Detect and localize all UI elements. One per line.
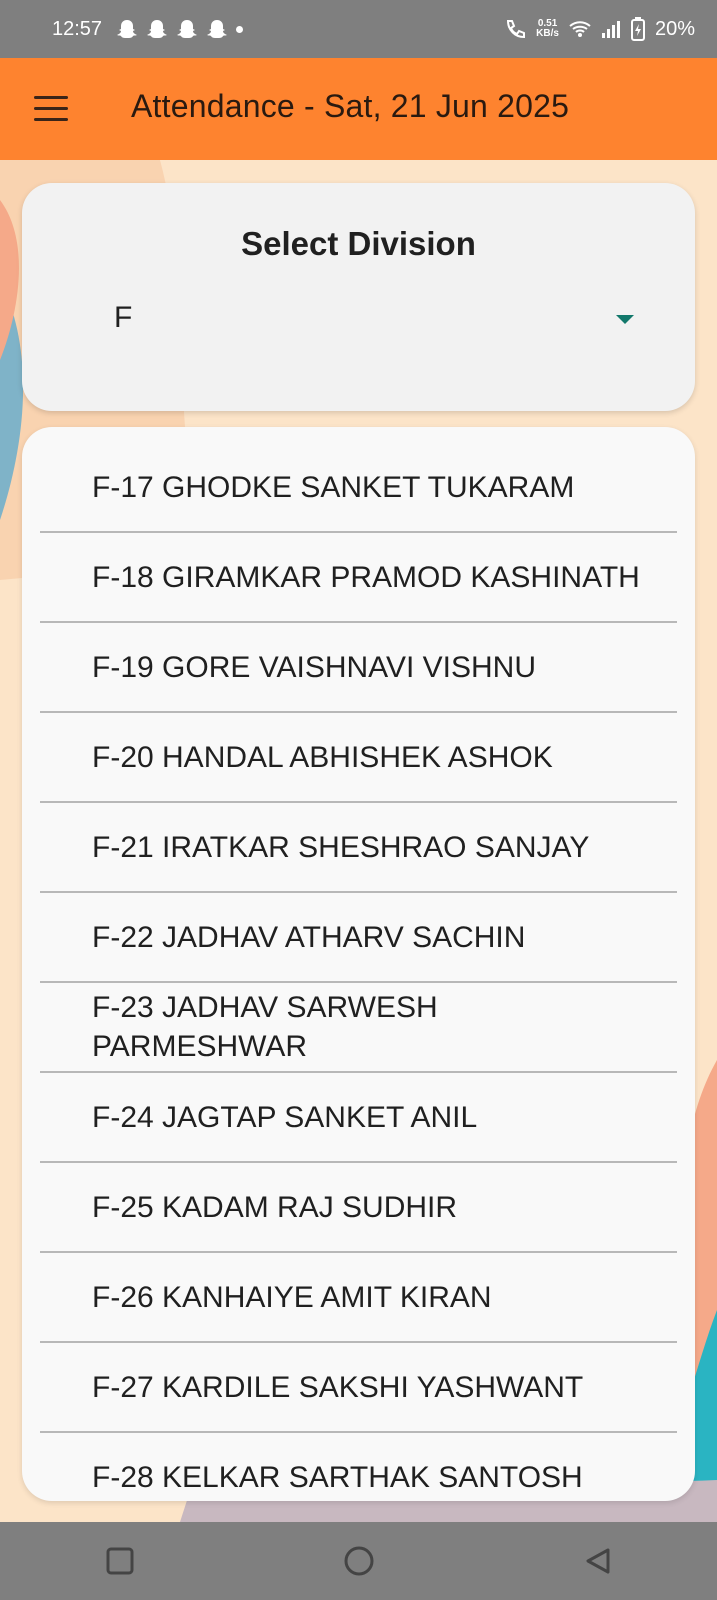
student-list-item[interactable]: F-20 HANDAL ABHISHEK ASHOK — [40, 713, 677, 803]
division-card — [22, 183, 695, 411]
student-list-item[interactable]: F-18 GIRAMKAR PRAMOD KASHINATH — [40, 533, 677, 623]
status-time: 12:57 — [52, 17, 103, 40]
page-title: Attendance - Sat, 21 Jun 2025 — [131, 88, 570, 124]
division-dropdown[interactable] — [92, 301, 652, 347]
division-title: Select Division — [241, 225, 476, 262]
student-list-card — [22, 427, 695, 1501]
circle-home-icon — [343, 1545, 375, 1577]
student-list-item[interactable]: F-17 GHODKE SANKET TUKARAM — [40, 427, 677, 533]
notification-icons — [116, 19, 243, 39]
student-list-item[interactable]: F-24 JAGTAP SANKET ANIL — [40, 1073, 677, 1163]
student-list-item[interactable]: F-27 KARDILE SAKSHI YASHWANT — [40, 1343, 677, 1433]
app-bar — [0, 58, 717, 160]
student-list-item[interactable]: F-26 KANHAIYE AMIT KIRAN — [40, 1253, 677, 1343]
student-list-item[interactable]: F-25 KADAM RAJ SUDHIR — [40, 1163, 677, 1253]
battery-percent: 20% — [654, 17, 695, 40]
status-bar — [0, 0, 717, 58]
hamburger-menu-icon[interactable] — [34, 96, 68, 122]
snapchat-icon — [146, 19, 168, 39]
student-list-item[interactable]: F-21 IRATKAR SHESHRAO SANJAY — [40, 803, 677, 893]
division-selected-value: F — [114, 301, 133, 334]
wifi-calling-icon — [504, 18, 526, 40]
network-speed-unit: KB/s — [536, 28, 559, 39]
triangle-back-icon — [583, 1546, 613, 1576]
signal-icon — [601, 20, 621, 38]
dropdown-arrow-icon — [616, 315, 634, 324]
student-list-item[interactable]: F-23 JADHAV SARWESH PARMESHWAR — [40, 983, 677, 1073]
network-speed — [536, 19, 559, 39]
system-navigation-bar — [0, 1522, 717, 1600]
student-list-item[interactable]: F-22 JADHAV ATHARV SACHIN — [40, 893, 677, 983]
recents-button[interactable] — [90, 1531, 150, 1591]
network-speed-value: 0.51 — [537, 18, 558, 29]
square-recents-icon — [105, 1546, 135, 1576]
more-notifications-dot — [236, 26, 243, 33]
snapchat-icon — [116, 19, 138, 39]
wifi-icon — [569, 20, 591, 38]
back-button[interactable] — [568, 1531, 628, 1591]
home-button[interactable] — [329, 1531, 389, 1591]
snapchat-icon — [206, 19, 228, 39]
student-list — [40, 427, 677, 1501]
student-list-item[interactable]: F-19 GORE VAISHNAVI VISHNU — [40, 623, 677, 713]
snapchat-icon — [176, 19, 198, 39]
battery-charging-icon — [631, 17, 645, 41]
student-list-item[interactable]: F-28 KELKAR SARTHAK SANTOSH — [40, 1433, 677, 1501]
